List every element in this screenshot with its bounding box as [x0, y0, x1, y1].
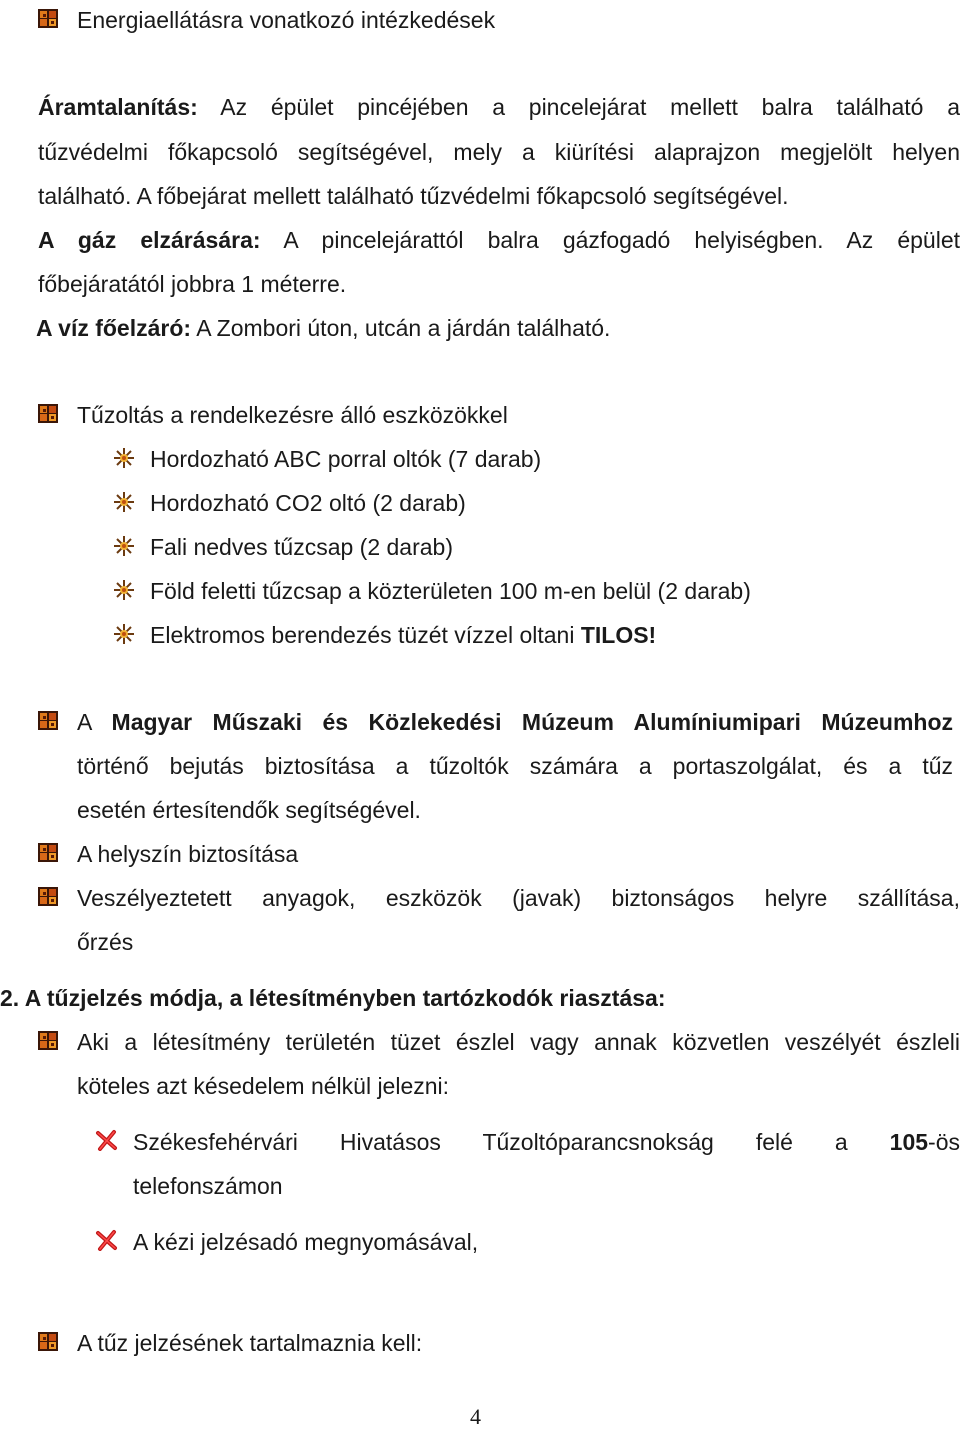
museum-name: Magyar Műszaki és Közlekedési Múzeum Alumíniumipari Múzeumhoz	[111, 709, 953, 735]
equipment-item: Föld feletti tűzcsap a közterületen 100 m-en belül (2 darab)	[150, 578, 751, 604]
water-label: A víz főelzáró:	[36, 315, 192, 341]
bullet-x-icon	[95, 1229, 119, 1251]
bullet-star-icon	[113, 579, 135, 601]
equipment-item: Hordozható ABC porral oltók (7 darab)	[150, 446, 542, 472]
equipment-item: Hordozható CO2 oltó (2 darab)	[150, 490, 466, 516]
tilos-warning: TILOS!	[580, 622, 657, 648]
bullet-box-icon	[38, 887, 58, 906]
phone-line-2: telefonszámon	[133, 1173, 283, 1199]
bullet-star-icon	[113, 623, 135, 645]
alert-content-heading: A tűz jelzésének tartalmaznia kell:	[77, 1330, 423, 1356]
bullet-x-icon	[95, 1129, 119, 1151]
gas-label: A gáz elzárására:	[38, 227, 261, 253]
firefighting-heading: Tűzoltás a rendelkezésre álló eszközökkel	[77, 402, 508, 428]
intro-line-2: köteles azt késedelem nélkül jelezni:	[77, 1073, 450, 1099]
page-number: 4	[470, 1404, 481, 1429]
power-line-1	[38, 92, 960, 122]
access-line-1	[77, 707, 953, 737]
bullet-box-icon	[38, 1031, 58, 1050]
bullet-box-icon	[38, 843, 58, 862]
goods-line-2: őrzés	[77, 929, 134, 955]
access-line-3: esetén értesítendők segítségével.	[77, 797, 421, 823]
bullet-box-icon	[38, 9, 58, 28]
phone-line-1	[133, 1127, 960, 1157]
phone-text: Székesfehérvári Hivatásos Tűzoltóparancsnokság felé a	[133, 1129, 890, 1155]
equipment-item: Fali nedves tűzcsap (2 darab)	[150, 534, 453, 560]
power-line-2: tűzvédelmi főkapcsoló segítségével, mely a kiürítési alaprajzon megjelölt helyen	[38, 139, 960, 165]
access-line-2: történő bejutás biztosítása a tűzoltók számára a portaszolgálat, és a tűz	[77, 753, 953, 779]
water-line	[36, 313, 610, 343]
bullet-box-icon	[38, 404, 58, 423]
bullet-box-icon	[38, 1332, 58, 1351]
phone-number: 105	[889, 1129, 929, 1155]
gas-text: A pincelejárattól balra gázfogadó helyiségben. Az épület	[283, 227, 960, 253]
access-prefix: A	[77, 709, 92, 735]
equipment-item-text: Elektromos berendezés tüzét vízzel oltani	[150, 622, 581, 648]
gas-line-1	[38, 225, 960, 255]
bullet-star-icon	[113, 491, 135, 513]
bullet-star-icon	[113, 535, 135, 557]
water-text: A Zombori úton, utcán a járdán található.	[196, 315, 611, 341]
power-text: Az épület pincéjében a pincelejárat mellett balra található a	[220, 94, 960, 120]
bullet-box-icon	[38, 711, 58, 730]
phone-suffix: -ös	[928, 1129, 960, 1155]
power-label: Áramtalanítás:	[38, 94, 198, 120]
site-securing: A helyszín biztosítása	[77, 841, 299, 867]
manual-call-point: A kézi jelzésadó megnyomásával,	[133, 1229, 479, 1255]
goods-line-1: Veszélyeztetett anyagok, eszközök (javak) biztonságos helyre szállítása,	[77, 885, 960, 911]
section-2-title: 2. A tűzjelzés módja, a létesítményben tartózkodók riasztása:	[0, 985, 666, 1011]
power-line-3: található. A főbejárat mellett található tűzvédelmi főkapcsoló segítségével.	[38, 183, 789, 209]
gas-line-2: főbejáratától jobbra 1 méterre.	[38, 271, 347, 297]
intro-line-1: Aki a létesítmény területén tüzet észlel vagy annak közvetlen veszélyét észleli	[77, 1029, 960, 1055]
bullet-star-icon	[113, 447, 135, 469]
equipment-item	[150, 620, 656, 650]
energy-heading: Energiaellátásra vonatkozó intézkedések	[77, 7, 496, 33]
